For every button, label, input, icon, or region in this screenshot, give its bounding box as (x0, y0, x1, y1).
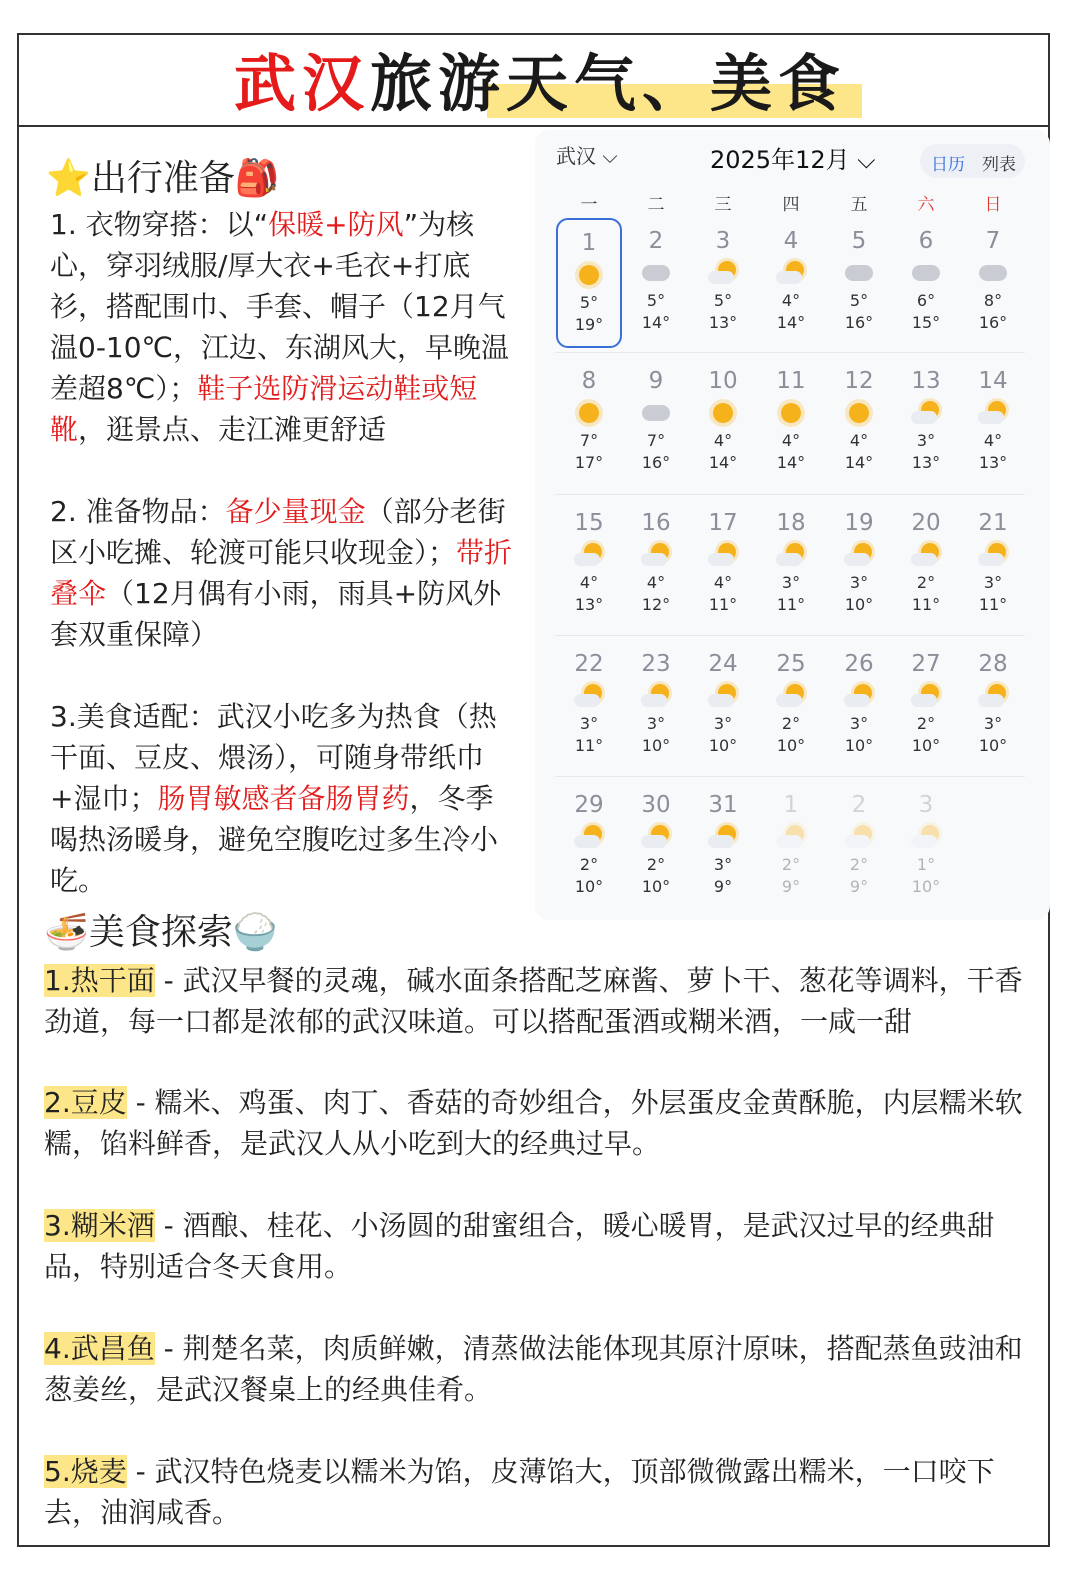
cloudy-icon (893, 256, 959, 290)
prep-item-clothing (50, 204, 520, 450)
day-cell[interactable] (556, 218, 622, 348)
low-temp: 2° (579, 855, 599, 874)
low-temp: 4° (713, 431, 733, 450)
cloudy-icon (623, 396, 689, 430)
sunny-icon (826, 396, 892, 430)
highlight-text: 备少量现金 (225, 495, 366, 528)
high-temp: 19° (574, 315, 604, 334)
low-temp: 3° (849, 714, 869, 733)
day-cell[interactable] (826, 641, 892, 771)
day-cell[interactable] (960, 641, 1026, 771)
partly-sunny-icon (893, 679, 959, 713)
low-temp: 2° (781, 855, 801, 874)
low-temp: 4° (781, 431, 801, 450)
partly-sunny-icon (826, 538, 892, 572)
high-temp: 13° (574, 595, 604, 614)
partly-sunny-icon (758, 256, 824, 290)
cloudy-icon (826, 256, 892, 290)
text: ，冬季喝热汤暖身，避免空腹吃过多生冷小吃。 (50, 782, 499, 897)
day-number: 10 (708, 368, 738, 394)
low-temp: 5° (579, 293, 599, 312)
day-cell[interactable] (758, 782, 824, 912)
partly-sunny-icon (893, 396, 959, 430)
day-number: 19 (844, 510, 874, 536)
day-number: 28 (978, 651, 1008, 677)
partly-sunny-icon (690, 256, 756, 290)
sunny-icon (558, 258, 620, 292)
partly-sunny-icon (758, 820, 824, 854)
partly-sunny-icon (556, 820, 622, 854)
day-cell[interactable] (758, 500, 824, 630)
partly-sunny-icon (826, 679, 892, 713)
food-item (44, 1328, 1024, 1410)
food-item (44, 1205, 1024, 1287)
week-divider (555, 776, 1025, 777)
high-temp: 10° (978, 736, 1008, 755)
high-temp: 13° (978, 453, 1008, 472)
day-number: 3 (918, 792, 934, 818)
high-temp: 14° (776, 313, 806, 332)
day-number: 26 (844, 651, 874, 677)
food-item (44, 1451, 1024, 1533)
high-temp: 10° (911, 736, 941, 755)
high-temp: 10° (574, 877, 604, 896)
low-temp: 4° (849, 431, 869, 450)
low-temp: 1° (916, 855, 936, 874)
low-temp: 3° (713, 714, 733, 733)
day-number: 6 (918, 228, 934, 254)
highlight-text: 保暖+防风 (268, 208, 404, 241)
title-city: 武汉 (233, 47, 370, 120)
day-cell[interactable] (690, 218, 756, 348)
low-temp: 3° (983, 714, 1003, 733)
day-cell[interactable] (623, 641, 689, 771)
day-cell[interactable] (758, 641, 824, 771)
weekday-label: 一 (580, 195, 598, 215)
text: （12月偶有小雨，雨具+防风外套双重保障） (50, 577, 502, 651)
food-desc: - 酒酿、桂花、小汤圆的甜蜜组合，暖心暖胃，是武汉过早的经典甜品，特别适合冬天食用。 (44, 1209, 995, 1283)
partly-sunny-icon (690, 538, 756, 572)
day-cell[interactable] (690, 641, 756, 771)
day-number: 1 (783, 792, 799, 818)
day-number: 5 (851, 228, 867, 254)
day-cell[interactable] (960, 218, 1026, 348)
high-temp: 16° (978, 313, 1008, 332)
food-heading: 🍜美食探索🍚 (44, 912, 278, 953)
low-temp: 5° (713, 291, 733, 310)
low-temp: 4° (781, 291, 801, 310)
week-divider (555, 494, 1025, 495)
day-cell[interactable] (556, 500, 622, 630)
cloudy-icon (960, 256, 1026, 290)
low-temp: 2° (646, 855, 666, 874)
day-number: 29 (574, 792, 604, 818)
high-temp: 16° (641, 453, 671, 472)
day-cell[interactable] (758, 218, 824, 348)
low-temp: 5° (646, 291, 666, 310)
day-number: 24 (708, 651, 738, 677)
partly-sunny-icon (826, 820, 892, 854)
text: （部分老街区小吃摊、轮渡可能只收现金）； (50, 495, 506, 569)
high-temp: 14° (708, 453, 738, 472)
day-cell[interactable] (893, 500, 959, 630)
high-temp: 10° (844, 595, 874, 614)
food-name: 5.烧麦 (44, 1455, 127, 1488)
high-temp: 9° (713, 877, 733, 896)
weekday-label: 二 (647, 195, 665, 215)
text: 1. 衣物穿搭：以“ (50, 208, 269, 241)
partly-sunny-icon (623, 538, 689, 572)
food-desc: - 武汉特色烧麦以糯米为馅，皮薄馅大，顶部微微露出糯米，一口咬下去，油润咸香。 (44, 1455, 995, 1529)
highlight-text: 带折叠伞 (50, 536, 513, 610)
food-desc: - 武汉早餐的灵魂，碱水面条搭配芝麻酱、萝卜干、葱花等调料，干香劲道，每一口都是浓郁的武汉味道。可以搭配蛋酒或糊米酒，一咸一甜 (44, 964, 1023, 1038)
high-temp: 10° (641, 877, 671, 896)
day-cell[interactable] (826, 218, 892, 348)
day-cell[interactable] (690, 782, 756, 912)
low-temp: 3° (781, 573, 801, 592)
low-temp: 3° (713, 855, 733, 874)
high-temp: 9° (781, 877, 801, 896)
day-number: 23 (641, 651, 671, 677)
partly-sunny-icon (556, 538, 622, 572)
day-cell[interactable] (960, 500, 1026, 630)
highlight-text: 肠胃敏感者备肠胃药 (157, 782, 410, 815)
day-cell[interactable] (623, 358, 689, 488)
day-cell[interactable] (556, 782, 622, 912)
high-temp: 11° (708, 595, 738, 614)
day-cell[interactable] (960, 358, 1026, 488)
low-temp: 6° (916, 291, 936, 310)
low-temp: 7° (579, 431, 599, 450)
text: 2. 准备物品： (50, 495, 226, 528)
partly-sunny-icon (960, 538, 1026, 572)
low-temp: 5° (849, 291, 869, 310)
day-number: 15 (574, 510, 604, 536)
low-temp: 8° (983, 291, 1003, 310)
high-temp: 17° (574, 453, 604, 472)
partly-sunny-icon (690, 679, 756, 713)
day-number: 31 (708, 792, 738, 818)
high-temp: 11° (978, 595, 1008, 614)
day-number: 17 (708, 510, 738, 536)
food-name: 3.糊米酒 (44, 1209, 155, 1242)
week-divider (555, 635, 1025, 636)
weekday-label: 六 (917, 195, 935, 215)
text: ”为核心，穿羽绒服/厚大衣+毛衣+打底衫，搭配围巾、手套、帽子（12月气温0-10℃，江边、东湖风大，早晚温差超8℃）； (50, 208, 509, 405)
low-temp: 3° (579, 714, 599, 733)
low-temp: 3° (646, 714, 666, 733)
partly-sunny-icon (556, 679, 622, 713)
day-number: 22 (574, 651, 604, 677)
day-cell[interactable] (623, 500, 689, 630)
food-item (44, 960, 1024, 1042)
text: 3.美食适配：武汉小吃多为热食（热干面、豆皮、煨汤），可随身带纸巾+湿巾； (50, 700, 497, 815)
day-number: 27 (911, 651, 941, 677)
day-number: 7 (985, 228, 1001, 254)
low-temp: 2° (916, 714, 936, 733)
weekday-label: 五 (850, 195, 868, 215)
high-temp: 11° (911, 595, 941, 614)
day-number: 1 (581, 230, 597, 256)
partly-sunny-icon (758, 538, 824, 572)
day-cell[interactable] (623, 218, 689, 348)
month-selector[interactable]: 2025年12月 ⌵ (710, 146, 876, 174)
low-temp: 7° (646, 431, 666, 450)
day-number: 14 (978, 368, 1008, 394)
partly-sunny-icon (893, 820, 959, 854)
text: ，逛景点、走江滩更舒适 (78, 413, 387, 446)
low-temp: 4° (983, 431, 1003, 450)
high-temp: 11° (574, 736, 604, 755)
highlight-text: 鞋子选防滑运动鞋或短靴 (50, 372, 478, 446)
day-number: 18 (776, 510, 806, 536)
weekday-label: 日 (984, 195, 1002, 215)
sunny-icon (758, 396, 824, 430)
day-cell[interactable] (893, 782, 959, 912)
high-temp: 11° (776, 595, 806, 614)
weekday-label: 四 (782, 195, 800, 215)
high-temp: 10° (708, 736, 738, 755)
day-number: 11 (776, 368, 806, 394)
food-name: 4.武昌鱼 (44, 1332, 155, 1365)
day-number: 8 (581, 368, 597, 394)
day-cell[interactable] (690, 500, 756, 630)
food-name: 2.豆皮 (44, 1086, 127, 1119)
day-number: 4 (783, 228, 799, 254)
low-temp: 3° (849, 573, 869, 592)
week-divider (555, 352, 1025, 353)
high-temp: 13° (708, 313, 738, 332)
high-temp: 14° (844, 453, 874, 472)
prep-heading: ⭐出行准备🎒 (46, 158, 280, 199)
partly-sunny-icon (893, 538, 959, 572)
page-title (0, 44, 1080, 124)
low-temp: 2° (781, 714, 801, 733)
day-number: 2 (648, 228, 664, 254)
cloudy-icon (623, 256, 689, 290)
day-cell[interactable] (623, 782, 689, 912)
partly-sunny-icon (758, 679, 824, 713)
low-temp: 2° (849, 855, 869, 874)
day-cell[interactable] (826, 358, 892, 488)
low-temp: 4° (713, 573, 733, 592)
day-number: 16 (641, 510, 671, 536)
low-temp: 3° (916, 431, 936, 450)
tab-list[interactable]: 列表 (982, 155, 1016, 175)
day-cell[interactable] (556, 641, 622, 771)
food-name: 1.热干面 (44, 964, 155, 997)
day-number: 20 (911, 510, 941, 536)
prep-item-supplies (50, 491, 520, 655)
title-topic: 旅游天气、美食 (370, 47, 847, 120)
city-selector[interactable]: 武汉 ⌵ (556, 144, 618, 168)
day-number: 21 (978, 510, 1008, 536)
prep-item-food (50, 696, 520, 901)
high-temp: 9° (849, 877, 869, 896)
day-cell[interactable] (556, 358, 622, 488)
high-temp: 13° (911, 453, 941, 472)
food-desc: - 糯米、鸡蛋、肉丁、香菇的奇妙组合，外层蛋皮金黄酥脆，内层糯米软糯，馅料鲜香，是武汉人从小吃到大的经典过早。 (44, 1086, 1023, 1160)
day-cell[interactable] (690, 358, 756, 488)
high-temp: 15° (911, 313, 941, 332)
day-number: 2 (851, 792, 867, 818)
day-number: 12 (844, 368, 874, 394)
low-temp: 3° (983, 573, 1003, 592)
food-item (44, 1082, 1024, 1164)
day-number: 13 (911, 368, 941, 394)
high-temp: 12° (641, 595, 671, 614)
weekday-label: 三 (714, 195, 732, 215)
high-temp: 10° (641, 736, 671, 755)
high-temp: 16° (844, 313, 874, 332)
low-temp: 4° (579, 573, 599, 592)
high-temp: 14° (641, 313, 671, 332)
day-cell[interactable] (893, 218, 959, 348)
partly-sunny-icon (960, 679, 1026, 713)
sunny-icon (556, 396, 622, 430)
day-number: 3 (715, 228, 731, 254)
day-number: 9 (648, 368, 664, 394)
low-temp: 2° (916, 573, 936, 592)
high-temp: 10° (844, 736, 874, 755)
high-temp: 10° (911, 877, 941, 896)
day-cell[interactable] (826, 500, 892, 630)
day-cell[interactable] (893, 358, 959, 488)
low-temp: 4° (646, 573, 666, 592)
sunny-icon (690, 396, 756, 430)
partly-sunny-icon (623, 820, 689, 854)
partly-sunny-icon (960, 396, 1026, 430)
day-cell[interactable] (758, 358, 824, 488)
high-temp: 14° (776, 453, 806, 472)
tab-calendar[interactable]: 日历 (931, 155, 965, 175)
partly-sunny-icon (623, 679, 689, 713)
day-number: 30 (641, 792, 671, 818)
food-desc: - 荆楚名菜，肉质鲜嫩，清蒸做法能体现其原汁原味，搭配蒸鱼豉油和葱姜丝，是武汉餐桌上的经典佳肴。 (44, 1332, 1023, 1406)
high-temp: 10° (776, 736, 806, 755)
day-number: 25 (776, 651, 806, 677)
partly-sunny-icon (690, 820, 756, 854)
day-cell[interactable] (893, 641, 959, 771)
day-cell[interactable] (826, 782, 892, 912)
